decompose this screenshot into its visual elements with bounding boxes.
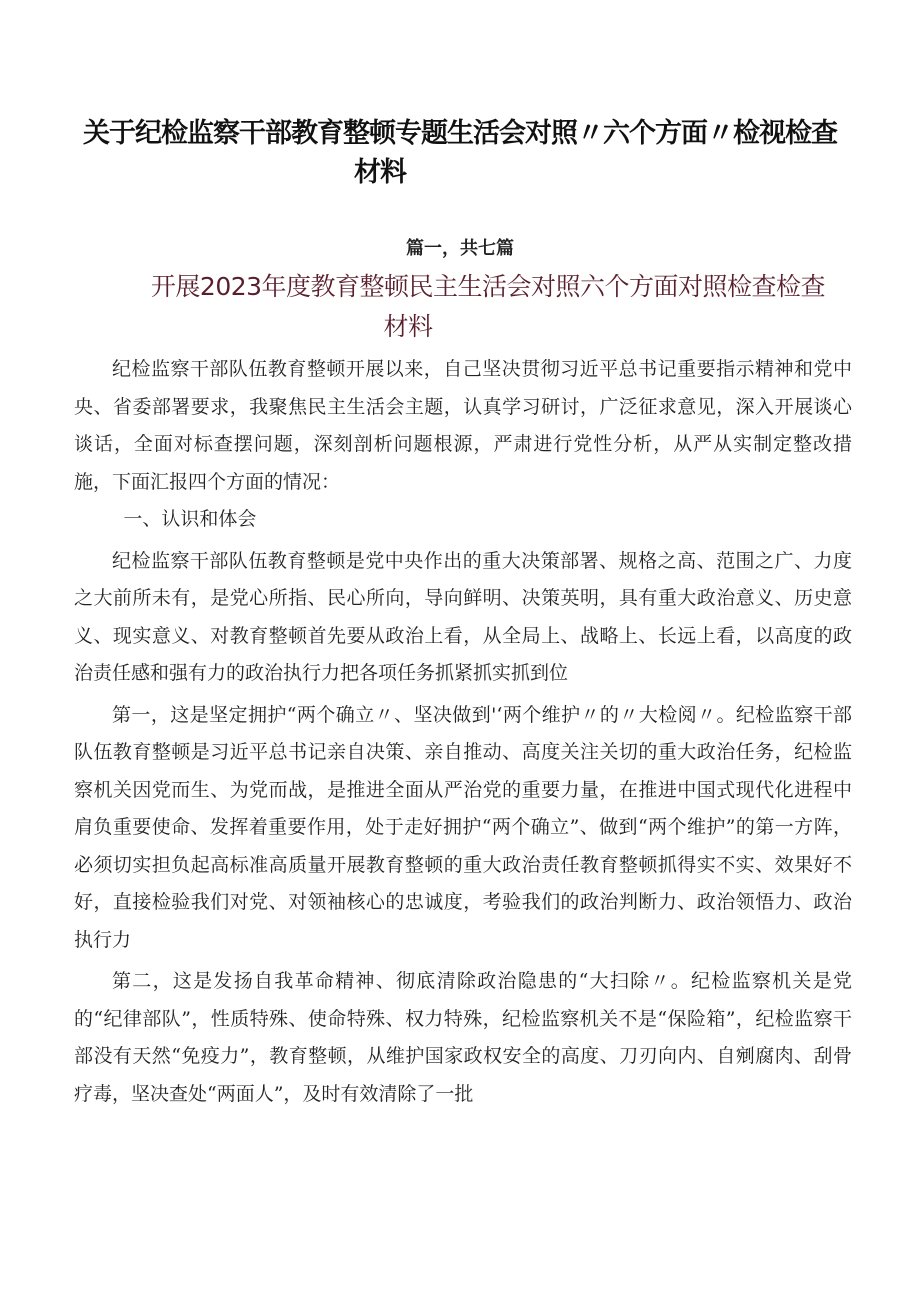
paragraph-point-two: 第二，这是发扬自我革命精神、彻底清除政治隐患的“大扫除〃。纪检监察机关是党的“纪律部队”，性质特殊、使命特殊、权力特殊，纪检监察机关不是“保险箱”，纪检监察干部没有天然“免疫力”，教育整顿，从维护国家政权安全的高度、刀刃向内、自剜腐肉、刮骨疗毒，坚决查处“两面人”，及时有效清除了一批 bbox=[74, 970, 852, 1105]
section-title-line-1: 开展2023年度教育整顿民主生活会对照六个方面对照检查检查 bbox=[150, 272, 826, 301]
part-label: 篇一，共七篇 bbox=[406, 238, 514, 259]
document-title-line-2: 材料 bbox=[354, 157, 406, 188]
paragraph-intro: 纪检监察干部队伍教育整顿开展以来，自己坚决贯彻习近平总书记重要指示精神和党中央、省委部署要求，我聚焦民主生活会主题，认真学习研讨，广泛征求意见，深入开展谈心谈话，全面对标查摆问题，深刻剖析问题根源，严肃进行党性分析，从严从实制定整改措施，下面汇报四个方面的情况： bbox=[74, 358, 852, 493]
document-body bbox=[74, 351, 852, 1113]
document-title-line-1: 关于纪检监察干部教育整顿专题生活会对照〃六个方面〃检视检查 bbox=[83, 118, 837, 149]
paragraph-point-one: 第一，这是坚定拥护“两个确立〃、坚决做到'‘两个维护〃的〃大检阅〃。纪检监察干部队伍教育整顿是习近平总书记亲自决策、亲自推动、高度关注关切的重大政治任务，纪检监察机关因党而生、为党而战，是推进全面从严治党的重要力量，在推进中国式现代化进程中肩负重要使命、发挥着重要作用，处于走好拥护“两个确立”、做到“两个维护”的第一方阵，必须切实担负起高标准高质量开展教育整顿的重大政治责任教育整顿抓得实不实、效果好不好，直接检验我们对党、对领袖核心的忠诚度，考验我们的政治判断力、政治领悟力、政治执行力 bbox=[74, 703, 852, 951]
section-heading-understanding: 一、认识和体会 bbox=[123, 508, 257, 530]
section-title-line-2: 材料 bbox=[383, 312, 433, 341]
paragraph-significance: 纪检监察干部队伍教育整顿是党中央作出的重大决策部署、规格之高、范围之广、力度之大前所未有，是党心所指、民心所向，导向鲜明、决策英明，具有重大政治意义、历史意义、现实意义、对教育整顿首先要从政治上看，从全局上、战略上、长远上看，以高度的政治责任感和强有力的政治执行力把各项任务抓紧抓实抓到位 bbox=[74, 549, 852, 684]
